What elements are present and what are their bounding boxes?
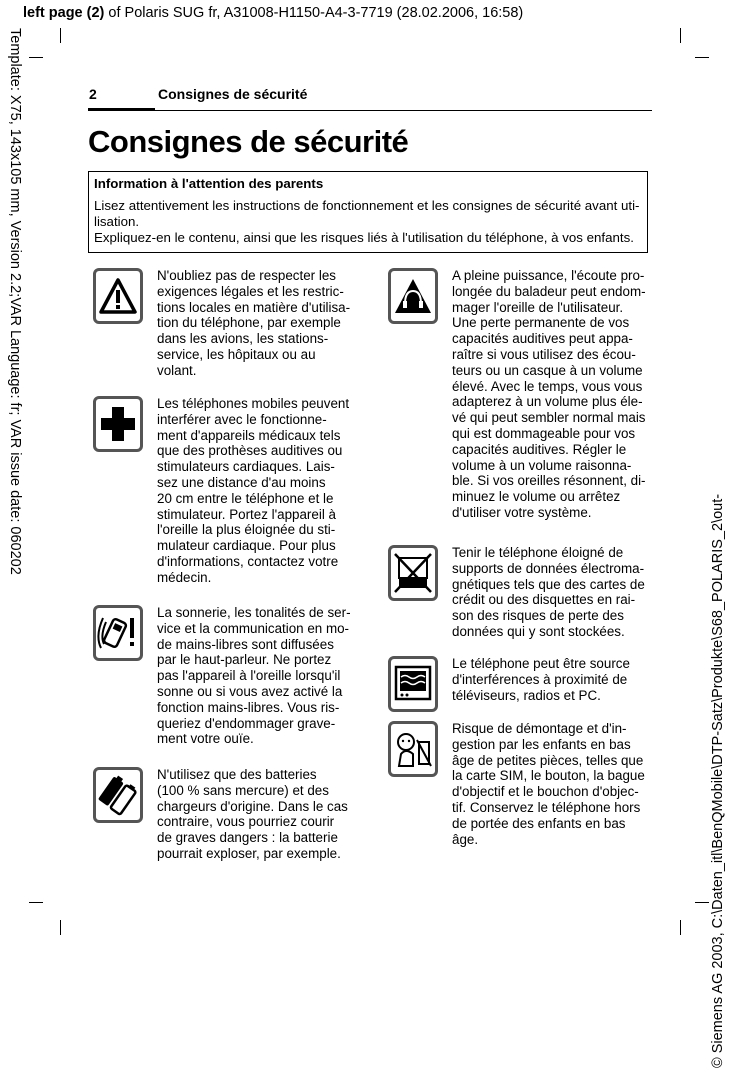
print-header-info: of Polaris SUG fr, A31008-H1150-A4-3-7719 (28.02.2006, 16:58) <box>104 5 524 21</box>
left-margin-template-info: Template: X75, 143x105 mm, Version 2.2;VAR Language: fr; VAR issue date: 060202 <box>7 28 23 575</box>
safety-text-children: Risque de démontage et d'in- gestion par les enfants en bas âge de petites pièces, telles que la carte SIM, le bouton, la bague d'objectif et le bouchon d'objec- tif. Conservez le téléphone hors de portée des enfants en bas âge. <box>452 721 645 847</box>
header-rule <box>155 110 652 111</box>
safety-text-headphones: A pleine puissance, l'écoute pro- longée du baladeur peut endom- mager l'oreille de l'utilisateur. Une perte permanente de vos capacités auditives peut appa- raître si vous utilisez des écou- teurs ou un casque à un volume élevé. Avec le temps, vous vous adapterez à un volume plus éle- vé qui peut sembler normal mais qui est dommageable pour vos capacités auditives. Régler le volume à un volume raisonna- ble. Si vos oreilles résonnent, di- minuez le volume ou arrêtez d'utiliser votre système. <box>452 268 646 520</box>
safety-text-tv: Le téléphone peut être source d'interférences à proximité de téléviseurs, radios et PC. <box>452 656 630 703</box>
print-header <box>23 5 523 21</box>
crop-mark <box>29 902 43 903</box>
safety-text-speaker: La sonnerie, les tonalités de ser- vice et la communication en mo- de mains-libres sont diffusées par le haut-parleur. Ne portez pas l'appareil à l'oreille lorsqu'il sonne ou si vous avez activé la fonction mains-libres. Vous ris- queriez d'endommager grave- ment votre ouïe. <box>157 605 351 747</box>
medical-cross-icon <box>93 396 143 452</box>
crop-mark <box>680 920 681 935</box>
running-head-section: Consignes de sécurité <box>158 86 308 102</box>
print-header-page: left page (2) <box>23 5 105 21</box>
warning-triangle-icon <box>93 268 143 324</box>
child-small-parts-icon <box>388 721 438 777</box>
safety-text-magnetic: Tenir le téléphone éloigné de supports de données électroma- gnétiques tels que des cartes de crédit ou des disquettes en rai- son des risques de perte des données qui y sont stockées. <box>452 545 645 639</box>
page-title: Consignes de sécurité <box>88 124 409 159</box>
parents-info-box <box>88 171 648 253</box>
info-box-text: lisation. <box>94 214 140 229</box>
headphones-volume-icon <box>388 268 438 324</box>
info-box-text: Lisez attentivement les instructions de fonctionnement et les consignes de sécurité avant uti- <box>94 198 640 213</box>
crop-mark <box>695 57 709 58</box>
page-number: 2 <box>89 86 97 102</box>
info-box-text: Expliquez-en le contenu, ainsi que les risques liés à l'utilisation du téléphone, à vos enfants. <box>94 230 634 245</box>
magnetic-media-icon <box>388 545 438 601</box>
safety-text-medical: Les téléphones mobiles peuvent interférer avec le fonctionne- ment d'appareils médicaux tels que des prothèses auditives ou stimulateurs cardiaques. Lais- sez une distance d'au moins 20 cm entre le téléphone et le stimulateur. Portez l'appareil à l'oreille la plus éloignée du sti- mulateur cardiaque. Pour plus d'informations, contactez votre médecin. <box>157 396 350 585</box>
safety-text-batteries: N'utilisez que des batteries (100 % sans mercure) et des chargeurs d'origine. Dans le cas contraire, vous pourriez courir de graves dangers : la batterie pourrait exploser, par exemple. <box>157 767 348 861</box>
loud-phone-icon <box>93 605 143 661</box>
crop-mark <box>60 28 61 43</box>
safety-text-legal: N'oubliez pas de respecter les exigences légales et les restric- tions locales en matière d'utilisa- tion du téléphone, par exemple dans les avions, les stations- service, les hôpitaux ou au volant. <box>157 268 351 378</box>
info-box-title: Information à l'attention des parents <box>94 176 324 191</box>
crop-mark <box>29 57 43 58</box>
crop-mark <box>680 28 681 43</box>
batteries-icon <box>93 767 143 823</box>
crop-mark <box>695 902 709 903</box>
crop-mark <box>60 920 61 935</box>
header-rule-thick <box>88 108 155 111</box>
tv-interference-icon <box>388 656 438 712</box>
right-margin-copyright: © Siemens AG 2003, C:\Daten_itl\BenQMobile\DTP-Satz\Produkte\S68_POLARIS_2\out- <box>710 493 726 1068</box>
